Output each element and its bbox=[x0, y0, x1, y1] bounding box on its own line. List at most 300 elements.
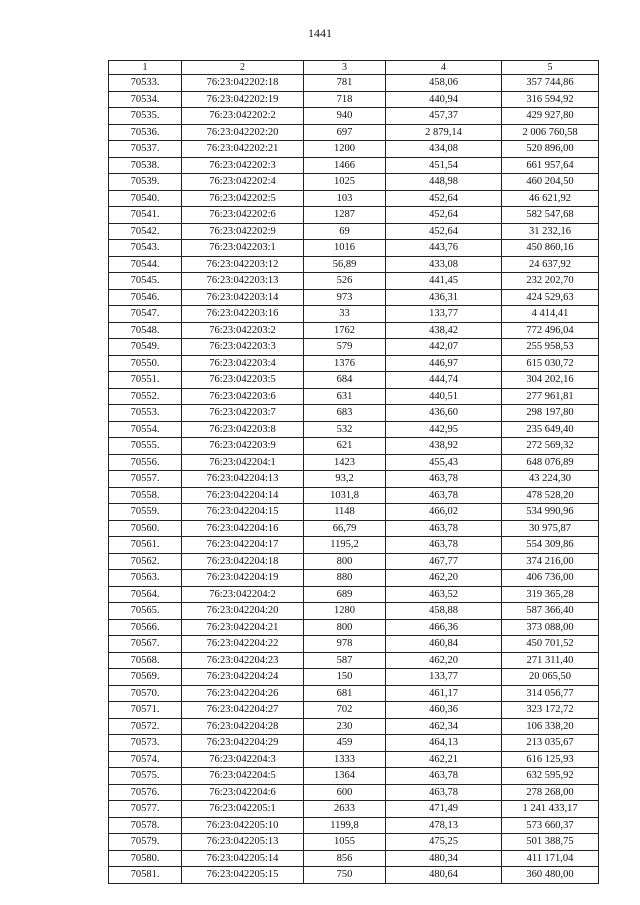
row-number-cell: 70561. bbox=[109, 537, 182, 554]
cadastral-number-cell: 76:23:042202:19 bbox=[182, 91, 304, 108]
area-cell: 1031,8 bbox=[304, 487, 386, 504]
area-cell: 459 bbox=[304, 735, 386, 752]
row-number-cell: 70538. bbox=[109, 157, 182, 174]
table-row bbox=[109, 438, 599, 455]
row-number-cell: 70568. bbox=[109, 652, 182, 669]
row-number-cell: 70535. bbox=[109, 108, 182, 125]
cadastral-number-cell: 76:23:042204:24 bbox=[182, 669, 304, 686]
rate-cell: 462,20 bbox=[386, 652, 502, 669]
rate-cell: 467,77 bbox=[386, 553, 502, 570]
cadastral-number-cell: 76:23:042204:5 bbox=[182, 768, 304, 785]
row-number-cell: 70547. bbox=[109, 306, 182, 323]
value-cell: 573 660,37 bbox=[502, 817, 599, 834]
cadastral-number-cell: 76:23:042202:2 bbox=[182, 108, 304, 125]
row-number-cell: 70580. bbox=[109, 850, 182, 867]
table-row bbox=[109, 603, 599, 620]
rate-cell: 480,34 bbox=[386, 850, 502, 867]
table-row bbox=[109, 702, 599, 719]
area-cell: 718 bbox=[304, 91, 386, 108]
column-header-1: 1 bbox=[109, 61, 182, 75]
row-number-cell: 70552. bbox=[109, 388, 182, 405]
cadastral-number-cell: 76:23:042202:18 bbox=[182, 75, 304, 92]
cadastral-number-cell: 76:23:042202:3 bbox=[182, 157, 304, 174]
row-number-cell: 70539. bbox=[109, 174, 182, 191]
rate-cell: 462,21 bbox=[386, 751, 502, 768]
value-cell: 232 202,70 bbox=[502, 273, 599, 290]
table-row bbox=[109, 207, 599, 224]
cadastral-number-cell: 76:23:042204:27 bbox=[182, 702, 304, 719]
table-row bbox=[109, 652, 599, 669]
page-number: 1441 bbox=[308, 26, 332, 40]
value-cell: 272 569,32 bbox=[502, 438, 599, 455]
cadastral-number-cell: 76:23:042204:29 bbox=[182, 735, 304, 752]
header-row bbox=[109, 61, 599, 75]
table-row bbox=[109, 223, 599, 240]
rate-cell: 452,64 bbox=[386, 190, 502, 207]
area-cell: 1376 bbox=[304, 355, 386, 372]
area-cell: 1199,8 bbox=[304, 817, 386, 834]
rate-cell: 466,02 bbox=[386, 504, 502, 521]
value-cell: 429 927,80 bbox=[502, 108, 599, 125]
table-row bbox=[109, 91, 599, 108]
table-row bbox=[109, 586, 599, 603]
table-row bbox=[109, 471, 599, 488]
rate-cell: 462,20 bbox=[386, 570, 502, 587]
rate-cell: 460,36 bbox=[386, 702, 502, 719]
column-header-2: 2 bbox=[182, 61, 304, 75]
column-header-3: 3 bbox=[304, 61, 386, 75]
cadastral-number-cell: 76:23:042204:3 bbox=[182, 751, 304, 768]
cadastral-number-cell: 76:23:042204:22 bbox=[182, 636, 304, 653]
row-number-cell: 70564. bbox=[109, 586, 182, 603]
area-cell: 1287 bbox=[304, 207, 386, 224]
value-cell: 411 171,04 bbox=[502, 850, 599, 867]
rate-cell: 463,78 bbox=[386, 471, 502, 488]
row-number-cell: 70556. bbox=[109, 454, 182, 471]
value-cell: 304 202,16 bbox=[502, 372, 599, 389]
table-row bbox=[109, 355, 599, 372]
row-number-cell: 70554. bbox=[109, 421, 182, 438]
rate-cell: 480,64 bbox=[386, 867, 502, 884]
table-row bbox=[109, 487, 599, 504]
cadastral-number-cell: 76:23:042202:5 bbox=[182, 190, 304, 207]
area-cell: 683 bbox=[304, 405, 386, 422]
rate-cell: 461,17 bbox=[386, 685, 502, 702]
rate-cell: 457,37 bbox=[386, 108, 502, 125]
cadastral-number-cell: 76:23:042205:1 bbox=[182, 801, 304, 818]
row-number-cell: 70553. bbox=[109, 405, 182, 422]
table-row bbox=[109, 553, 599, 570]
cadastral-number-cell: 76:23:042204:20 bbox=[182, 603, 304, 620]
cadastral-number-cell: 76:23:042202:9 bbox=[182, 223, 304, 240]
value-cell: 31 232,16 bbox=[502, 223, 599, 240]
area-cell: 532 bbox=[304, 421, 386, 438]
cadastral-number-cell: 76:23:042204:19 bbox=[182, 570, 304, 587]
cadastral-number-cell: 76:23:042204:2 bbox=[182, 586, 304, 603]
area-cell: 978 bbox=[304, 636, 386, 653]
rate-cell: 462,34 bbox=[386, 718, 502, 735]
table-row bbox=[109, 75, 599, 92]
value-cell: 424 529,63 bbox=[502, 289, 599, 306]
rate-cell: 448,98 bbox=[386, 174, 502, 191]
rate-cell: 438,42 bbox=[386, 322, 502, 339]
row-number-cell: 70537. bbox=[109, 141, 182, 158]
column-header-4: 4 bbox=[386, 61, 502, 75]
area-cell: 1195,2 bbox=[304, 537, 386, 554]
value-cell: 450 860,16 bbox=[502, 240, 599, 257]
table-row bbox=[109, 339, 599, 356]
value-cell: 314 056,77 bbox=[502, 685, 599, 702]
table-row bbox=[109, 817, 599, 834]
rate-cell: 455,43 bbox=[386, 454, 502, 471]
value-cell: 277 961,81 bbox=[502, 388, 599, 405]
rate-cell: 133,77 bbox=[386, 306, 502, 323]
table-row bbox=[109, 405, 599, 422]
table-row bbox=[109, 570, 599, 587]
value-cell: 319 365,28 bbox=[502, 586, 599, 603]
row-number-cell: 70557. bbox=[109, 471, 182, 488]
table-row bbox=[109, 619, 599, 636]
value-cell: 616 125,93 bbox=[502, 751, 599, 768]
cadastral-number-cell: 76:23:042203:4 bbox=[182, 355, 304, 372]
rate-cell: 463,78 bbox=[386, 487, 502, 504]
cadastral-number-cell: 76:23:042204:26 bbox=[182, 685, 304, 702]
cadastral-number-cell: 76:23:042203:5 bbox=[182, 372, 304, 389]
cadastral-number-cell: 76:23:042204:17 bbox=[182, 537, 304, 554]
table-row bbox=[109, 867, 599, 884]
row-number-cell: 70576. bbox=[109, 784, 182, 801]
cadastral-number-cell: 76:23:042204:13 bbox=[182, 471, 304, 488]
area-cell: 93,2 bbox=[304, 471, 386, 488]
area-cell: 1364 bbox=[304, 768, 386, 785]
rate-cell: 442,95 bbox=[386, 421, 502, 438]
value-cell: 298 197,80 bbox=[502, 405, 599, 422]
row-number-cell: 70559. bbox=[109, 504, 182, 521]
row-number-cell: 70558. bbox=[109, 487, 182, 504]
cadastral-number-cell: 76:23:042204:15 bbox=[182, 504, 304, 521]
table-row bbox=[109, 240, 599, 257]
row-number-cell: 70536. bbox=[109, 124, 182, 141]
row-number-cell: 70567. bbox=[109, 636, 182, 653]
row-number-cell: 70570. bbox=[109, 685, 182, 702]
table-row bbox=[109, 718, 599, 735]
table-row bbox=[109, 735, 599, 752]
row-number-cell: 70555. bbox=[109, 438, 182, 455]
rate-cell: 463,78 bbox=[386, 520, 502, 537]
table-row bbox=[109, 834, 599, 851]
value-cell: 373 088,00 bbox=[502, 619, 599, 636]
table-row bbox=[109, 669, 599, 686]
table-row bbox=[109, 421, 599, 438]
value-cell: 30 975,87 bbox=[502, 520, 599, 537]
rate-cell: 436,31 bbox=[386, 289, 502, 306]
value-cell: 20 065,50 bbox=[502, 669, 599, 686]
row-number-cell: 70545. bbox=[109, 273, 182, 290]
rate-cell: 440,51 bbox=[386, 388, 502, 405]
cadastral-number-cell: 76:23:042203:8 bbox=[182, 421, 304, 438]
area-cell: 800 bbox=[304, 553, 386, 570]
rate-cell: 458,88 bbox=[386, 603, 502, 620]
cadastral-number-cell: 76:23:042203:1 bbox=[182, 240, 304, 257]
row-number-cell: 70546. bbox=[109, 289, 182, 306]
area-cell: 1280 bbox=[304, 603, 386, 620]
value-cell: 374 216,00 bbox=[502, 553, 599, 570]
area-cell: 856 bbox=[304, 850, 386, 867]
table-body bbox=[109, 75, 599, 884]
rate-cell: 463,78 bbox=[386, 768, 502, 785]
table-row bbox=[109, 801, 599, 818]
row-number-cell: 70581. bbox=[109, 867, 182, 884]
rate-cell: 451,54 bbox=[386, 157, 502, 174]
row-number-cell: 70575. bbox=[109, 768, 182, 785]
row-number-cell: 70551. bbox=[109, 372, 182, 389]
value-cell: 450 701,52 bbox=[502, 636, 599, 653]
area-cell: 1148 bbox=[304, 504, 386, 521]
value-cell: 406 736,00 bbox=[502, 570, 599, 587]
rate-cell: 441,45 bbox=[386, 273, 502, 290]
row-number-cell: 70543. bbox=[109, 240, 182, 257]
area-cell: 1200 bbox=[304, 141, 386, 158]
row-number-cell: 70566. bbox=[109, 619, 182, 636]
table-row bbox=[109, 190, 599, 207]
rate-cell: 452,64 bbox=[386, 207, 502, 224]
area-cell: 781 bbox=[304, 75, 386, 92]
value-cell: 648 076,89 bbox=[502, 454, 599, 471]
value-cell: 213 035,67 bbox=[502, 735, 599, 752]
row-number-cell: 70540. bbox=[109, 190, 182, 207]
rate-cell: 440,94 bbox=[386, 91, 502, 108]
table-row bbox=[109, 289, 599, 306]
table-row bbox=[109, 784, 599, 801]
cadastral-number-cell: 76:23:042204:21 bbox=[182, 619, 304, 636]
row-number-cell: 70549. bbox=[109, 339, 182, 356]
value-cell: 323 172,72 bbox=[502, 702, 599, 719]
area-cell: 702 bbox=[304, 702, 386, 719]
rate-cell: 443,76 bbox=[386, 240, 502, 257]
rate-cell: 444,74 bbox=[386, 372, 502, 389]
row-number-cell: 70533. bbox=[109, 75, 182, 92]
row-number-cell: 70578. bbox=[109, 817, 182, 834]
row-number-cell: 70542. bbox=[109, 223, 182, 240]
value-cell: 632 595,92 bbox=[502, 768, 599, 785]
cadastral-number-cell: 76:23:042203:13 bbox=[182, 273, 304, 290]
row-number-cell: 70572. bbox=[109, 718, 182, 735]
value-cell: 106 338,20 bbox=[502, 718, 599, 735]
value-cell: 24 637,92 bbox=[502, 256, 599, 273]
area-cell: 1423 bbox=[304, 454, 386, 471]
area-cell: 579 bbox=[304, 339, 386, 356]
cadastral-number-cell: 76:23:042204:23 bbox=[182, 652, 304, 669]
area-cell: 1466 bbox=[304, 157, 386, 174]
rate-cell: 463,52 bbox=[386, 586, 502, 603]
cadastral-number-cell: 76:23:042204:6 bbox=[182, 784, 304, 801]
table-row bbox=[109, 157, 599, 174]
value-cell: 43 224,30 bbox=[502, 471, 599, 488]
area-cell: 800 bbox=[304, 619, 386, 636]
area-cell: 56,89 bbox=[304, 256, 386, 273]
table-row bbox=[109, 504, 599, 521]
cadastral-number-cell: 76:23:042202:6 bbox=[182, 207, 304, 224]
area-cell: 631 bbox=[304, 388, 386, 405]
table-row bbox=[109, 454, 599, 471]
value-cell: 460 204,50 bbox=[502, 174, 599, 191]
area-cell: 697 bbox=[304, 124, 386, 141]
value-cell: 520 896,00 bbox=[502, 141, 599, 158]
table-row bbox=[109, 174, 599, 191]
cadastral-number-cell: 76:23:042203:16 bbox=[182, 306, 304, 323]
cadastral-number-cell: 76:23:042205:13 bbox=[182, 834, 304, 851]
area-cell: 230 bbox=[304, 718, 386, 735]
row-number-cell: 70563. bbox=[109, 570, 182, 587]
value-cell: 2 006 760,58 bbox=[502, 124, 599, 141]
row-number-cell: 70574. bbox=[109, 751, 182, 768]
area-cell: 526 bbox=[304, 273, 386, 290]
area-cell: 940 bbox=[304, 108, 386, 125]
cadastral-number-cell: 76:23:042202:21 bbox=[182, 141, 304, 158]
area-cell: 1762 bbox=[304, 322, 386, 339]
value-cell: 582 547,68 bbox=[502, 207, 599, 224]
value-cell: 255 958,53 bbox=[502, 339, 599, 356]
value-cell: 554 309,86 bbox=[502, 537, 599, 554]
row-number-cell: 70562. bbox=[109, 553, 182, 570]
table-row bbox=[109, 124, 599, 141]
row-number-cell: 70565. bbox=[109, 603, 182, 620]
row-number-cell: 70544. bbox=[109, 256, 182, 273]
area-cell: 1016 bbox=[304, 240, 386, 257]
table-row bbox=[109, 322, 599, 339]
row-number-cell: 70550. bbox=[109, 355, 182, 372]
data-table bbox=[108, 60, 599, 884]
value-cell: 235 649,40 bbox=[502, 421, 599, 438]
value-cell: 4 414,41 bbox=[502, 306, 599, 323]
area-cell: 621 bbox=[304, 438, 386, 455]
table-row bbox=[109, 273, 599, 290]
table-row bbox=[109, 108, 599, 125]
table-row bbox=[109, 306, 599, 323]
table-row bbox=[109, 768, 599, 785]
table-row bbox=[109, 537, 599, 554]
area-cell: 1333 bbox=[304, 751, 386, 768]
rate-cell: 471,49 bbox=[386, 801, 502, 818]
cadastral-number-cell: 76:23:042205:15 bbox=[182, 867, 304, 884]
value-cell: 615 030,72 bbox=[502, 355, 599, 372]
table-row bbox=[109, 636, 599, 653]
row-number-cell: 70548. bbox=[109, 322, 182, 339]
rate-cell: 452,64 bbox=[386, 223, 502, 240]
cadastral-number-cell: 76:23:042203:12 bbox=[182, 256, 304, 273]
rate-cell: 442,07 bbox=[386, 339, 502, 356]
area-cell: 69 bbox=[304, 223, 386, 240]
rate-cell: 436,60 bbox=[386, 405, 502, 422]
area-cell: 66,79 bbox=[304, 520, 386, 537]
cadastral-number-cell: 76:23:042204:18 bbox=[182, 553, 304, 570]
table-row bbox=[109, 256, 599, 273]
cadastral-number-cell: 76:23:042205:14 bbox=[182, 850, 304, 867]
value-cell: 661 957,64 bbox=[502, 157, 599, 174]
cadastral-number-cell: 76:23:042204:14 bbox=[182, 487, 304, 504]
table-row bbox=[109, 520, 599, 537]
area-cell: 1025 bbox=[304, 174, 386, 191]
table-row bbox=[109, 850, 599, 867]
row-number-cell: 70573. bbox=[109, 735, 182, 752]
rate-cell: 446,97 bbox=[386, 355, 502, 372]
area-cell: 600 bbox=[304, 784, 386, 801]
value-cell: 271 311,40 bbox=[502, 652, 599, 669]
rate-cell: 458,06 bbox=[386, 75, 502, 92]
rate-cell: 133,77 bbox=[386, 669, 502, 686]
table-row bbox=[109, 141, 599, 158]
value-cell: 278 268,00 bbox=[502, 784, 599, 801]
table-row bbox=[109, 751, 599, 768]
table-row bbox=[109, 685, 599, 702]
area-cell: 684 bbox=[304, 372, 386, 389]
cadastral-number-cell: 76:23:042204:28 bbox=[182, 718, 304, 735]
area-cell: 750 bbox=[304, 867, 386, 884]
value-cell: 360 480,00 bbox=[502, 867, 599, 884]
area-cell: 880 bbox=[304, 570, 386, 587]
rate-cell: 460,84 bbox=[386, 636, 502, 653]
cadastral-number-cell: 76:23:042203:2 bbox=[182, 322, 304, 339]
table-header bbox=[109, 61, 599, 75]
area-cell: 681 bbox=[304, 685, 386, 702]
value-cell: 46 621,92 bbox=[502, 190, 599, 207]
row-number-cell: 70534. bbox=[109, 91, 182, 108]
rate-cell: 438,92 bbox=[386, 438, 502, 455]
cadastral-number-cell: 76:23:042202:4 bbox=[182, 174, 304, 191]
area-cell: 973 bbox=[304, 289, 386, 306]
area-cell: 103 bbox=[304, 190, 386, 207]
rate-cell: 463,78 bbox=[386, 784, 502, 801]
row-number-cell: 70579. bbox=[109, 834, 182, 851]
value-cell: 587 366,40 bbox=[502, 603, 599, 620]
cadastral-number-cell: 76:23:042205:10 bbox=[182, 817, 304, 834]
row-number-cell: 70577. bbox=[109, 801, 182, 818]
cadastral-number-cell: 76:23:042203:9 bbox=[182, 438, 304, 455]
value-cell: 772 496,04 bbox=[502, 322, 599, 339]
rate-cell: 463,78 bbox=[386, 537, 502, 554]
rate-cell: 466,36 bbox=[386, 619, 502, 636]
row-number-cell: 70569. bbox=[109, 669, 182, 686]
area-cell: 2633 bbox=[304, 801, 386, 818]
row-number-cell: 70560. bbox=[109, 520, 182, 537]
value-cell: 478 528,20 bbox=[502, 487, 599, 504]
rate-cell: 433,08 bbox=[386, 256, 502, 273]
area-cell: 150 bbox=[304, 669, 386, 686]
row-number-cell: 70571. bbox=[109, 702, 182, 719]
rate-cell: 434,08 bbox=[386, 141, 502, 158]
area-cell: 689 bbox=[304, 586, 386, 603]
value-cell: 316 594,92 bbox=[502, 91, 599, 108]
cadastral-number-cell: 76:23:042203:6 bbox=[182, 388, 304, 405]
value-cell: 534 990,96 bbox=[502, 504, 599, 521]
rate-cell: 475,25 bbox=[386, 834, 502, 851]
cadastral-number-cell: 76:23:042203:7 bbox=[182, 405, 304, 422]
table-row bbox=[109, 388, 599, 405]
value-cell: 1 241 433,17 bbox=[502, 801, 599, 818]
area-cell: 33 bbox=[304, 306, 386, 323]
cadastral-number-cell: 76:23:042204:16 bbox=[182, 520, 304, 537]
cadastral-number-cell: 76:23:042204:1 bbox=[182, 454, 304, 471]
column-header-5: 5 bbox=[502, 61, 599, 75]
value-cell: 357 744,86 bbox=[502, 75, 599, 92]
area-cell: 1055 bbox=[304, 834, 386, 851]
table-row bbox=[109, 372, 599, 389]
rate-cell: 478,13 bbox=[386, 817, 502, 834]
cadastral-number-cell: 76:23:042203:3 bbox=[182, 339, 304, 356]
row-number-cell: 70541. bbox=[109, 207, 182, 224]
area-cell: 587 bbox=[304, 652, 386, 669]
cadastral-number-cell: 76:23:042203:14 bbox=[182, 289, 304, 306]
